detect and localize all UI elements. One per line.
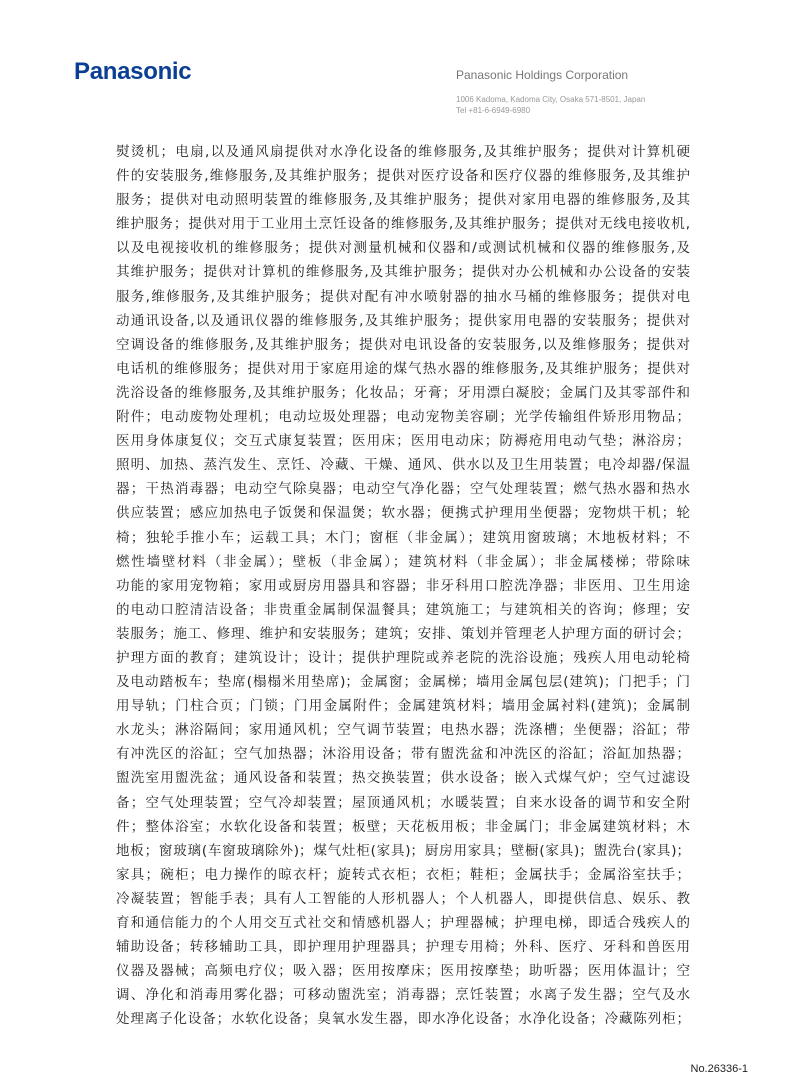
company-name: Panasonic Holdings Corporation [456,68,629,82]
body-line: 盥洗室用盥洗盆；通风设备和装置；热交换装置；供水设备；嵌入式煤气炉；空气过滤设 [116,770,690,787]
body-line: 备；空气处理装置；空气冷却装置；屋顶通风机；水暖装置；自来水设备的调节和安全附 [116,794,690,811]
body-line: 辅助设备；转移辅助工具，即护理用护理器具；护理专用椅；外科、医疗、牙科和兽医用 [116,939,690,956]
body-line: 服务；提供对电动照明装置的维修服务,及其维护服务；提供对家用电器的维修服务,及其 [116,192,690,209]
body-line: 育和通信能力的个人用交互式社交和情感机器人；护理器械；护理电梯，即适合残疾人的 [116,915,690,931]
body-line: 熨烫机；电扇,以及通风扇提供对水净化设备的维修服务,及其维护服务；提供对计算机硬 [116,144,690,160]
body-line: 护理方面的教育；建筑设计；设计；提供护理院或养老院的洗浴设施；残疾人用电动轮椅 [116,649,690,666]
body-line: 医用身体康复仪；交互式康复装置；医用床；医用电动床；防褥疮用电动气垫；淋浴房； [116,433,690,450]
body-line: 的电动口腔清洁设备；非贵重金属制保温餐具；建筑施工；与建筑相关的咨询；修理；安 [116,601,690,618]
company-address: 1006 Kadoma, Kadoma City, Osaka 571-8501, Japan [456,95,646,104]
body-line: 以及电视接收机的维修服务；提供对测量机械和仪器和/或测试机械和仪器的维修服务,及 [116,240,690,257]
body-line: 件的安装服务,维修服务,及其维护服务；提供对医疗设备和医疗仪器的维修服务,及其维护 [116,168,690,185]
body-line: 椅；独轮手推小车；运载工具；木门；窗框（非金属）；建筑用窗玻璃；木地板材料；不 [116,529,690,546]
body-line: 冷凝装置；智能手表；具有人工智能的人形机器人；个人机器人，即提供信息、娱乐、教 [116,890,690,907]
body-line: 燃性墙壁材料（非金属）；壁板（非金属）；建筑材料（非金属）；非金属楼梯；带除味 [116,553,690,570]
body-line: 水龙头；淋浴隔间；家用通风机；空气调节装置；电热水器；洗涤槽；坐便器；浴缸；带 [116,722,690,739]
body-line: 功能的家用宠物箱；家用或厨房用器具和容器；非牙科用口腔洗净器；非医用、卫生用途 [116,577,690,594]
body-line: 调、净化和消毒用雾化器；可移动盥洗室；消毒器；烹饪装置；水离子发生器；空气及水 [116,987,690,1004]
body-line: 维护服务；提供对用于工业用土烹饪设备的维修服务,及其维护服务；提供对无线电接收机, [116,216,690,233]
body-line: 电话机的维修服务；提供对用于家庭用途的煤气热水器的维修服务,及其维护服务；提供对 [116,360,690,377]
body-line: 家具；碗柜；电力操作的晾衣杆；旋转式衣柜；衣柜；鞋柜；金属扶手；金属浴室扶手； [116,866,690,883]
body-line: 件；整体浴室；水软化设备和装置；板壁；天花板用板；非金属门；非金属建筑材料；木 [116,818,690,835]
letterhead [456,68,645,116]
panasonic-logo: Panasonic [74,58,192,85]
body-line: 处理离子化设备；水软化设备；臭氧水发生器，即水净化设备；水净化设备；冷藏陈列柜； [116,1011,690,1028]
body-line: 空调设备的维修服务,及其维护服务；提供对电讯设备的安装服务,以及维修服务；提供对 [116,336,690,353]
body-line: 照明、加热、蒸汽发生、烹饪、冷藏、干燥、通风、供水以及卫生用装置；电冷却器/保温 [116,457,690,474]
body-line: 洗浴设备的维修服务,及其维护服务；化妆品；牙膏；牙用漂白凝胶；金属门及其零部件和 [116,384,690,401]
body-line: 供应装置；感应加热电子饭煲和保温煲；软水器；便携式护理用坐便器；宠物烘干机；轮 [116,505,690,522]
body-line: 有冲洗区的浴缸；空气加热器；沐浴用设备；带有盥洗盆和冲洗区的浴缸；浴缸加热器； [116,746,690,763]
document-number: No.26336-1 [690,1063,748,1075]
company-tel: Tel +81-6-6949-6980 [456,106,531,115]
body-line: 器；干热消毒器；电动空气除臭器；电动空气净化器；空气处理装置；燃气热水器和热水 [116,481,690,498]
document-body [116,140,690,1031]
body-line: 附件；电动废物处理机；电动垃圾处理器；电动宠物美容刷；光学传输组件矫形用物品； [116,409,690,426]
body-line: 地板；窗玻璃(车窗玻璃除外)；煤气灶柜(家具)；厨房用家具；壁橱(家具)；盥洗台(家具)； [116,842,690,859]
body-line: 装服务；施工、修理、维护和安装服务；建筑；安排、策划并管理老人护理方面的研讨会； [116,625,690,642]
body-line: 用导轨；门柱合页；门锁；门用金属附件；金属建筑材料；墙用金属衬料(建筑)；金属制 [116,698,690,715]
body-line: 动通讯设备,以及通讯仪器的维修服务,及其维护服务；提供家用电器的安装服务；提供对 [116,312,690,329]
body-line: 及电动踏板车；垫席(榻榻米用垫席)；金属窗；金属梯；墙用金属包层(建筑)；门把手；门 [116,674,690,691]
body-line: 其维护服务；提供对计算机的维修服务,及其维护服务；提供对办公机械和办公设备的安装 [116,264,690,281]
body-line: 仪器及器械；高频电疗仪；吸入器；医用按摩床；医用按摩垫；助听器；医用体温计；空 [116,963,690,980]
body-line: 服务,维修服务,及其维护服务；提供对配有冲水喷射器的抽水马桶的维修服务；提供对电 [116,288,690,305]
